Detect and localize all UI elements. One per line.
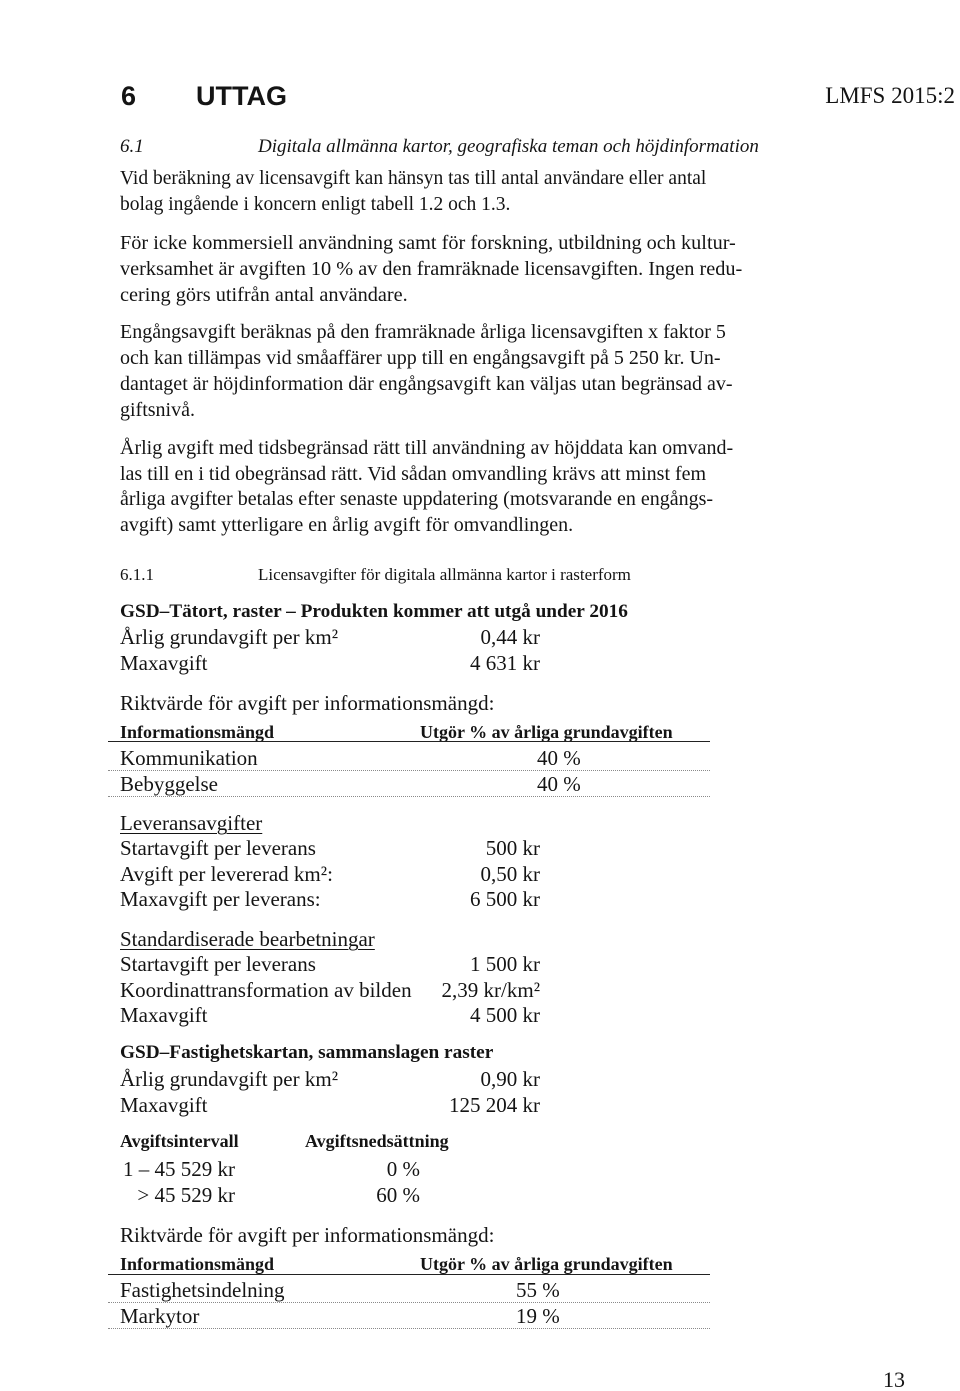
fee-row (0, 861, 960, 887)
subsection-number: 6.1.1 (120, 565, 154, 584)
paragraph (120, 436, 733, 539)
paragraph-line: Vid beräkning av licensavgift kan hänsyn tas till antal användare eller antal (120, 168, 707, 189)
fee-value: 4 631 kr (470, 651, 540, 675)
discount-row (0, 1182, 960, 1208)
fee-row (0, 951, 960, 977)
table-row-divider (108, 1328, 710, 1329)
group-heading-text: Standardiserade bearbetningar (120, 927, 375, 951)
table-row (0, 1277, 960, 1303)
table-header-rule (108, 1274, 710, 1275)
table-row (0, 771, 960, 797)
table-row-divider (108, 796, 710, 797)
table-header-cell: Avgiftsintervall (120, 1131, 239, 1151)
fee-row (0, 886, 960, 912)
fee-label: Maxavgift (120, 651, 208, 675)
discount-table-header (0, 1128, 960, 1154)
table-cell-name: Kommunikation (120, 746, 258, 770)
paragraph-line: Engångsavgift beräknas på den framräknade årliga licensavgiften x faktor 5 (120, 321, 726, 343)
paragraph-line: årliga avgifter betalas efter senaste uppdatering (motsvarande en engångs- (120, 488, 714, 511)
paragraph-line: bolag ingående i koncern enligt tabell 1.2 och 1.3. (120, 194, 511, 215)
fee-row (0, 977, 960, 1003)
table-header-cell: Utgör % av årliga grundavgiften (420, 722, 673, 742)
discount-percent: 0 % (386, 1157, 420, 1181)
document-id: LMFS 2015:2 (825, 83, 955, 108)
paragraph (120, 230, 742, 308)
fee-label: Koordinattransformation av bilden (120, 978, 412, 1002)
section-title: Digitala allmänna kartor, geografiska teman och höjdinformation (258, 136, 759, 157)
fee-row (0, 1002, 960, 1028)
fee-row (0, 1066, 960, 1092)
fee-value: 500 kr (485, 836, 540, 860)
table-header-cell: Informationsmängd (120, 722, 275, 742)
fee-value: 4 500 kr (470, 1003, 540, 1027)
product-heading-text: GSD–Tätort, raster – Produkten kommer att utgå under 2016 (120, 601, 628, 622)
table-cell-share: 40 % (537, 746, 581, 770)
table-cell-name: Markytor (120, 1304, 200, 1328)
product-heading (0, 599, 960, 625)
discount-interval: > 45 529 kr (137, 1183, 235, 1207)
table-cell-share: 40 % (537, 772, 581, 796)
paragraph-line: verksamhet är avgiften 10 % av den framräknade licensavgiften. Ingen redu- (120, 258, 743, 280)
paragraph-line: cering görs utifrån antal användare. (120, 284, 408, 306)
table-cell-share: 19 % (516, 1304, 560, 1328)
paragraph-line: och kan tillämpas vid småaffärer upp till en engångsavgift på 5 250 kr. Un- (120, 347, 721, 369)
paragraph-line: För icke kommersiell användning samt för forskning, utbildning och kultur- (120, 232, 736, 254)
table-cell-name: Bebyggelse (120, 772, 218, 796)
page-number: 13 (883, 1367, 905, 1391)
fee-value: 2,39 kr/km² (441, 978, 540, 1002)
paragraph-line: las till en i tid obegränsad rätt. Vid sådan omvandling krävs att minst fem (120, 462, 707, 485)
paragraph-line: giftsnivå. (120, 399, 195, 421)
paragraph-line: dantaget är höjdinformation där engångsavgift kan väljas utan begränsad av- (120, 373, 733, 395)
fee-value: 125 204 kr (449, 1093, 540, 1117)
fee-label: Maxavgift per leverans: (120, 887, 321, 911)
fee-value: 0,90 kr (480, 1067, 540, 1091)
fee-value: 6 500 kr (470, 887, 540, 911)
fee-value: 0,50 kr (480, 862, 540, 886)
fee-row (0, 624, 960, 650)
table-header-cell: Informationsmängd (120, 1254, 275, 1274)
table-row (0, 1303, 960, 1329)
info-label (0, 690, 960, 716)
fee-label: Årlig grundavgift per km² (120, 625, 338, 649)
table-cell-share: 55 % (516, 1278, 560, 1302)
product-heading (0, 1040, 960, 1066)
fee-row (0, 1092, 960, 1118)
fee-label: Årlig grundavgift per km² (120, 1067, 338, 1091)
group-heading-text: Leveransavgifter (120, 811, 263, 835)
discount-row (0, 1156, 960, 1182)
fee-label: Maxavgift (120, 1093, 208, 1117)
chapter-title: UTTAG (196, 81, 287, 111)
info-label-text: Riktvärde för avgift per informationsmängd: (120, 1223, 495, 1247)
fee-label: Maxavgift (120, 1003, 208, 1027)
table-header-cell: Avgiftsnedsättning (305, 1131, 449, 1151)
info-label-text: Riktvärde för avgift per informationsmängd: (120, 691, 495, 715)
discount-percent: 60 % (376, 1183, 420, 1207)
product-heading-text: GSD–Fastighetskartan, sammanslagen raster (120, 1042, 494, 1063)
info-label (0, 1222, 960, 1248)
group-heading (0, 810, 960, 836)
fee-label: Avgift per levererad km²: (120, 862, 333, 886)
table-header-cell: Utgör % av årliga grundavgiften (420, 1254, 673, 1274)
section-number: 6.1 (120, 136, 144, 157)
table-cell-name: Fastighetsindelning (120, 1278, 285, 1302)
group-heading (0, 926, 960, 952)
table-header-rule (108, 741, 710, 742)
table-row (0, 745, 960, 771)
discount-interval: 1 – 45 529 kr (123, 1157, 235, 1181)
paragraph (120, 319, 733, 423)
fee-label: Startavgift per leverans (120, 836, 316, 860)
chapter-number: 6 (121, 81, 137, 111)
paragraph-line: Årlig avgift med tidsbegränsad rätt till användning av höjddata kan omvand- (120, 437, 734, 459)
fee-row (0, 650, 960, 676)
fee-value: 1 500 kr (470, 952, 540, 976)
fee-label: Startavgift per leverans (120, 952, 316, 976)
subsection-title: Licensavgifter för digitala allmänna kartor i rasterform (258, 565, 631, 584)
paragraph-line: avgift) samt ytterligare en årlig avgift för omvandlingen. (120, 514, 574, 537)
paragraph (120, 166, 706, 218)
fee-row (0, 835, 960, 861)
fee-value: 0,44 kr (480, 625, 540, 649)
